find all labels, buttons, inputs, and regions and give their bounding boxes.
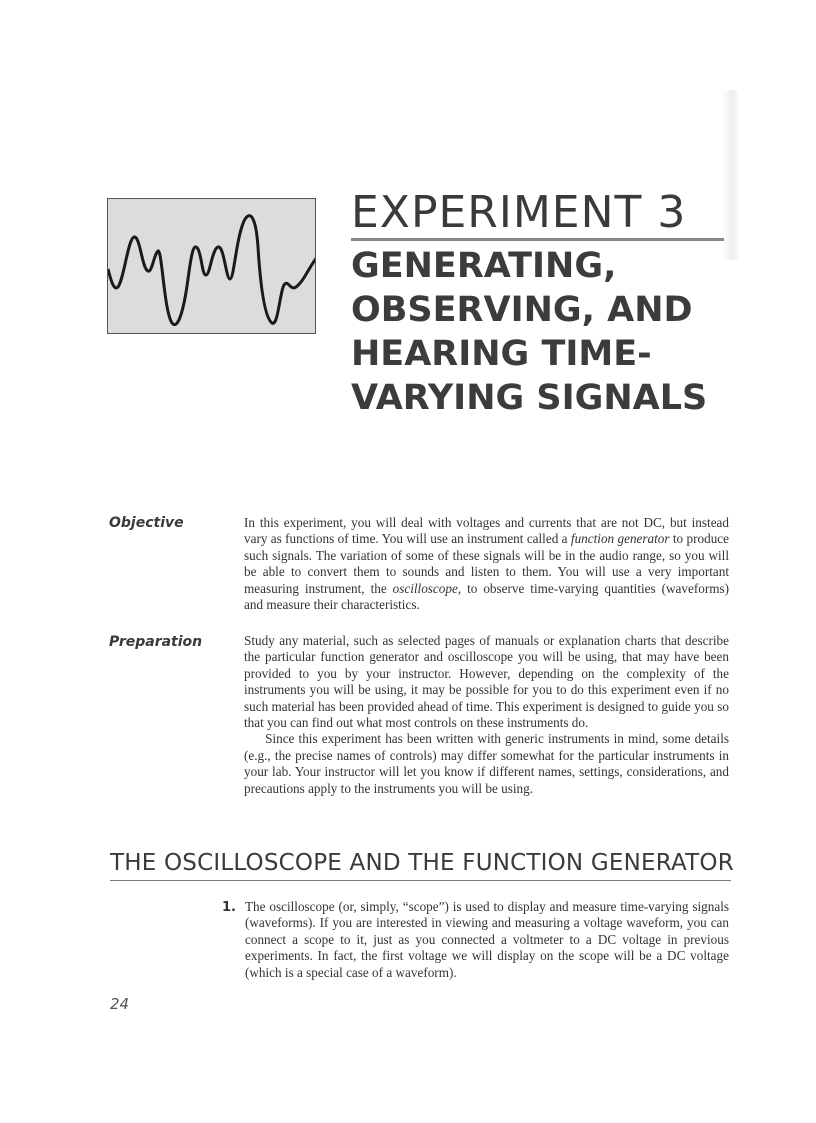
page-edge-shadow xyxy=(722,90,740,260)
experiment-title: EXPERIMENT 3 xyxy=(351,187,687,238)
page-number: 24 xyxy=(110,995,130,1013)
objective-text-part: to produce such signals. The variation of some of these signals will be in the audio range, so you will be able to convert them to sounds and listen to them. You will use a very important measuring instrument, the xyxy=(244,531,729,596)
objective-text-part: , to observe time-varying quantities (waveforms) and measure their characteristics. xyxy=(244,580,729,613)
preparation-paragraph-2: Since this experiment has been written with generic instruments in mind, some details (e.g., the precise names of controls) may differ somewhat for the particular instruments in your lab. Your instructor will let you know if different names, settings, considerations, and precautions apply to the instruments you will be using. xyxy=(244,731,729,796)
title-divider xyxy=(351,238,724,241)
objective-label: Objective xyxy=(109,515,184,531)
waveform-illustration xyxy=(107,198,316,334)
section-heading: THE OSCILLOSCOPE AND THE FUNCTION GENERATOR xyxy=(110,850,734,876)
experiment-subtitle: GENERATING, OBSERVING, AND HEARING TIME-VARYING SIGNALS xyxy=(351,246,708,418)
step-number: 1. xyxy=(222,900,236,915)
objective-text xyxy=(244,515,729,613)
objective-text-part: In this experiment, you will deal with voltages and currents that are not DC, but instead vary as functions of time. You will use an instrument called a xyxy=(244,515,729,547)
term-function-generator: function generator xyxy=(570,531,670,547)
section-divider xyxy=(110,880,731,881)
term-oscilloscope: oscilloscope xyxy=(392,580,458,596)
step-text: The oscilloscope (or, simply, “scope”) is used to display and measure time-varying signals (waveforms). If you are interested in viewing and measuring a voltage waveform, you can connect a scope to it, just as you connected a voltmeter to a DC voltage in previous experiments. In fact, the first voltage we will display on the scope will be a DC voltage (which is a special case of a waveform). xyxy=(245,899,729,980)
waveform-svg xyxy=(108,199,316,334)
preparation-text xyxy=(244,633,729,797)
objective-paragraph xyxy=(244,515,729,613)
preparation-label: Preparation xyxy=(109,634,203,650)
preparation-paragraph-1: Study any material, such as selected pages of manuals or explanation charts that describe the particular function generator and oscilloscope you will be using, that may have been provided to you by your instructor. However, depending on the complexity of the instruments you will be using, it may be possible for you to do this experiment even if no such material has been provided ahead of time. This experiment is designed to guide you so that you can find out what most controls on these instruments do. xyxy=(244,633,729,731)
waveform-line xyxy=(108,216,316,325)
